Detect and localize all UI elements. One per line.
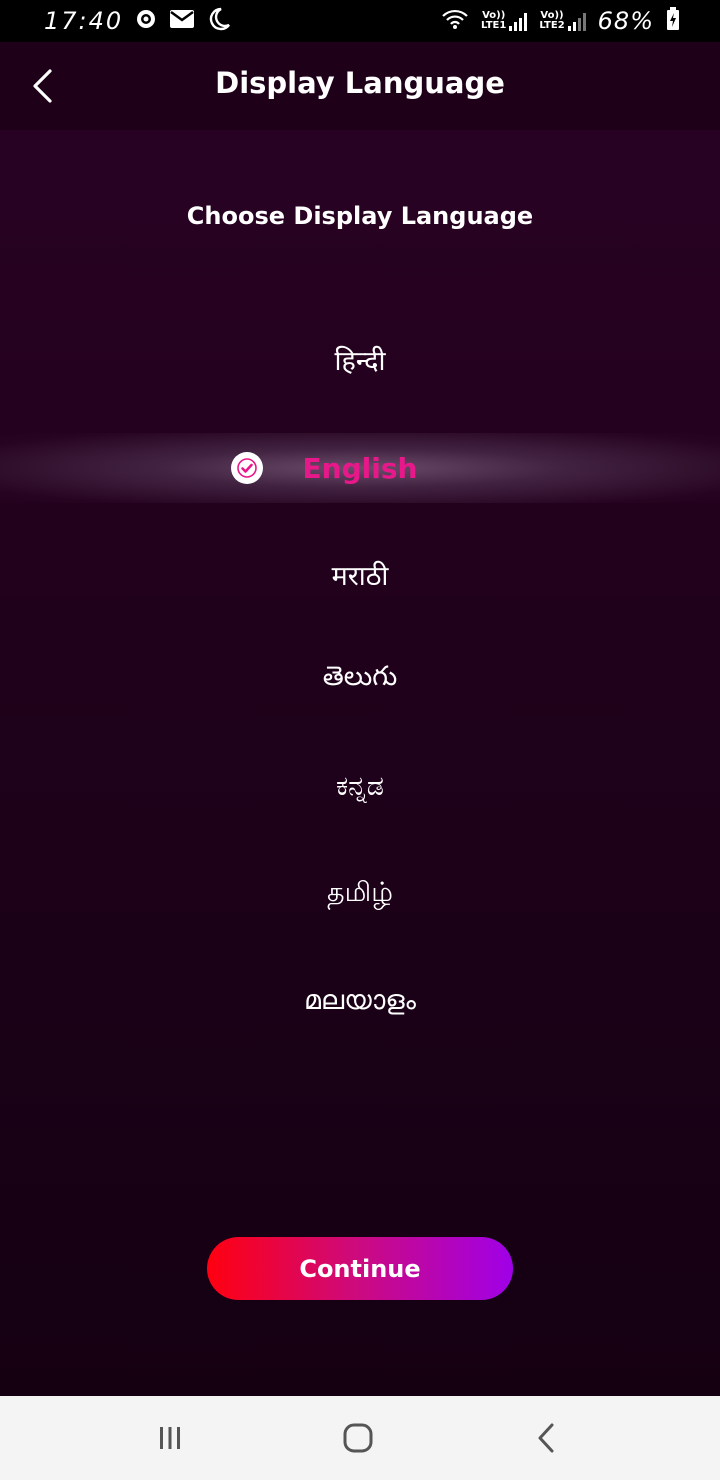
moon-icon bbox=[207, 7, 231, 35]
continue-button[interactable]: Continue bbox=[207, 1237, 513, 1300]
whatsapp-icon bbox=[135, 8, 157, 34]
sim2-top-label: Vo)) bbox=[540, 10, 564, 21]
status-time: 17:40 bbox=[44, 7, 124, 35]
language-option-tamil[interactable]: தமிழ் bbox=[327, 876, 393, 908]
language-label-english: English bbox=[302, 451, 418, 485]
sim1-top-label: Vo)) bbox=[482, 10, 506, 21]
sim1-signal bbox=[481, 11, 527, 31]
signal-icon bbox=[509, 13, 527, 31]
language-option-english[interactable] bbox=[0, 433, 720, 503]
home-icon bbox=[342, 1422, 374, 1454]
battery-percent: 68% bbox=[597, 7, 654, 35]
home-button[interactable] bbox=[338, 1418, 378, 1458]
page-title: Display Language bbox=[215, 66, 505, 100]
status-bar bbox=[0, 0, 720, 42]
app-screen bbox=[0, 42, 720, 1396]
check-circle-icon bbox=[231, 452, 263, 484]
back-icon bbox=[536, 1422, 556, 1454]
language-option-kannada[interactable]: ಕನ್ನಡ bbox=[335, 771, 384, 802]
header bbox=[0, 42, 720, 130]
sim2-bottom-label: LTE2 bbox=[539, 20, 565, 31]
battery-icon bbox=[666, 7, 680, 35]
mail-icon bbox=[169, 9, 195, 33]
status-right bbox=[441, 7, 680, 35]
language-option-hindi[interactable]: हिन्दी bbox=[334, 345, 386, 377]
recent-apps-button[interactable] bbox=[150, 1418, 190, 1458]
sim2-signal bbox=[539, 11, 585, 31]
language-option-telugu[interactable]: తెలుగు bbox=[322, 661, 398, 692]
system-back-button[interactable] bbox=[526, 1418, 566, 1458]
wifi-icon bbox=[441, 8, 469, 34]
language-option-malayalam[interactable]: മലയാളം bbox=[304, 985, 416, 1016]
sim1-bottom-label: LTE1 bbox=[481, 20, 507, 31]
section-subtitle: Choose Display Language bbox=[186, 202, 534, 230]
status-left bbox=[44, 7, 231, 35]
navigation-bar bbox=[0, 1396, 720, 1480]
language-option-marathi[interactable]: मराठी bbox=[331, 560, 389, 592]
recent-apps-icon bbox=[156, 1425, 184, 1451]
signal-icon-2 bbox=[568, 13, 586, 31]
